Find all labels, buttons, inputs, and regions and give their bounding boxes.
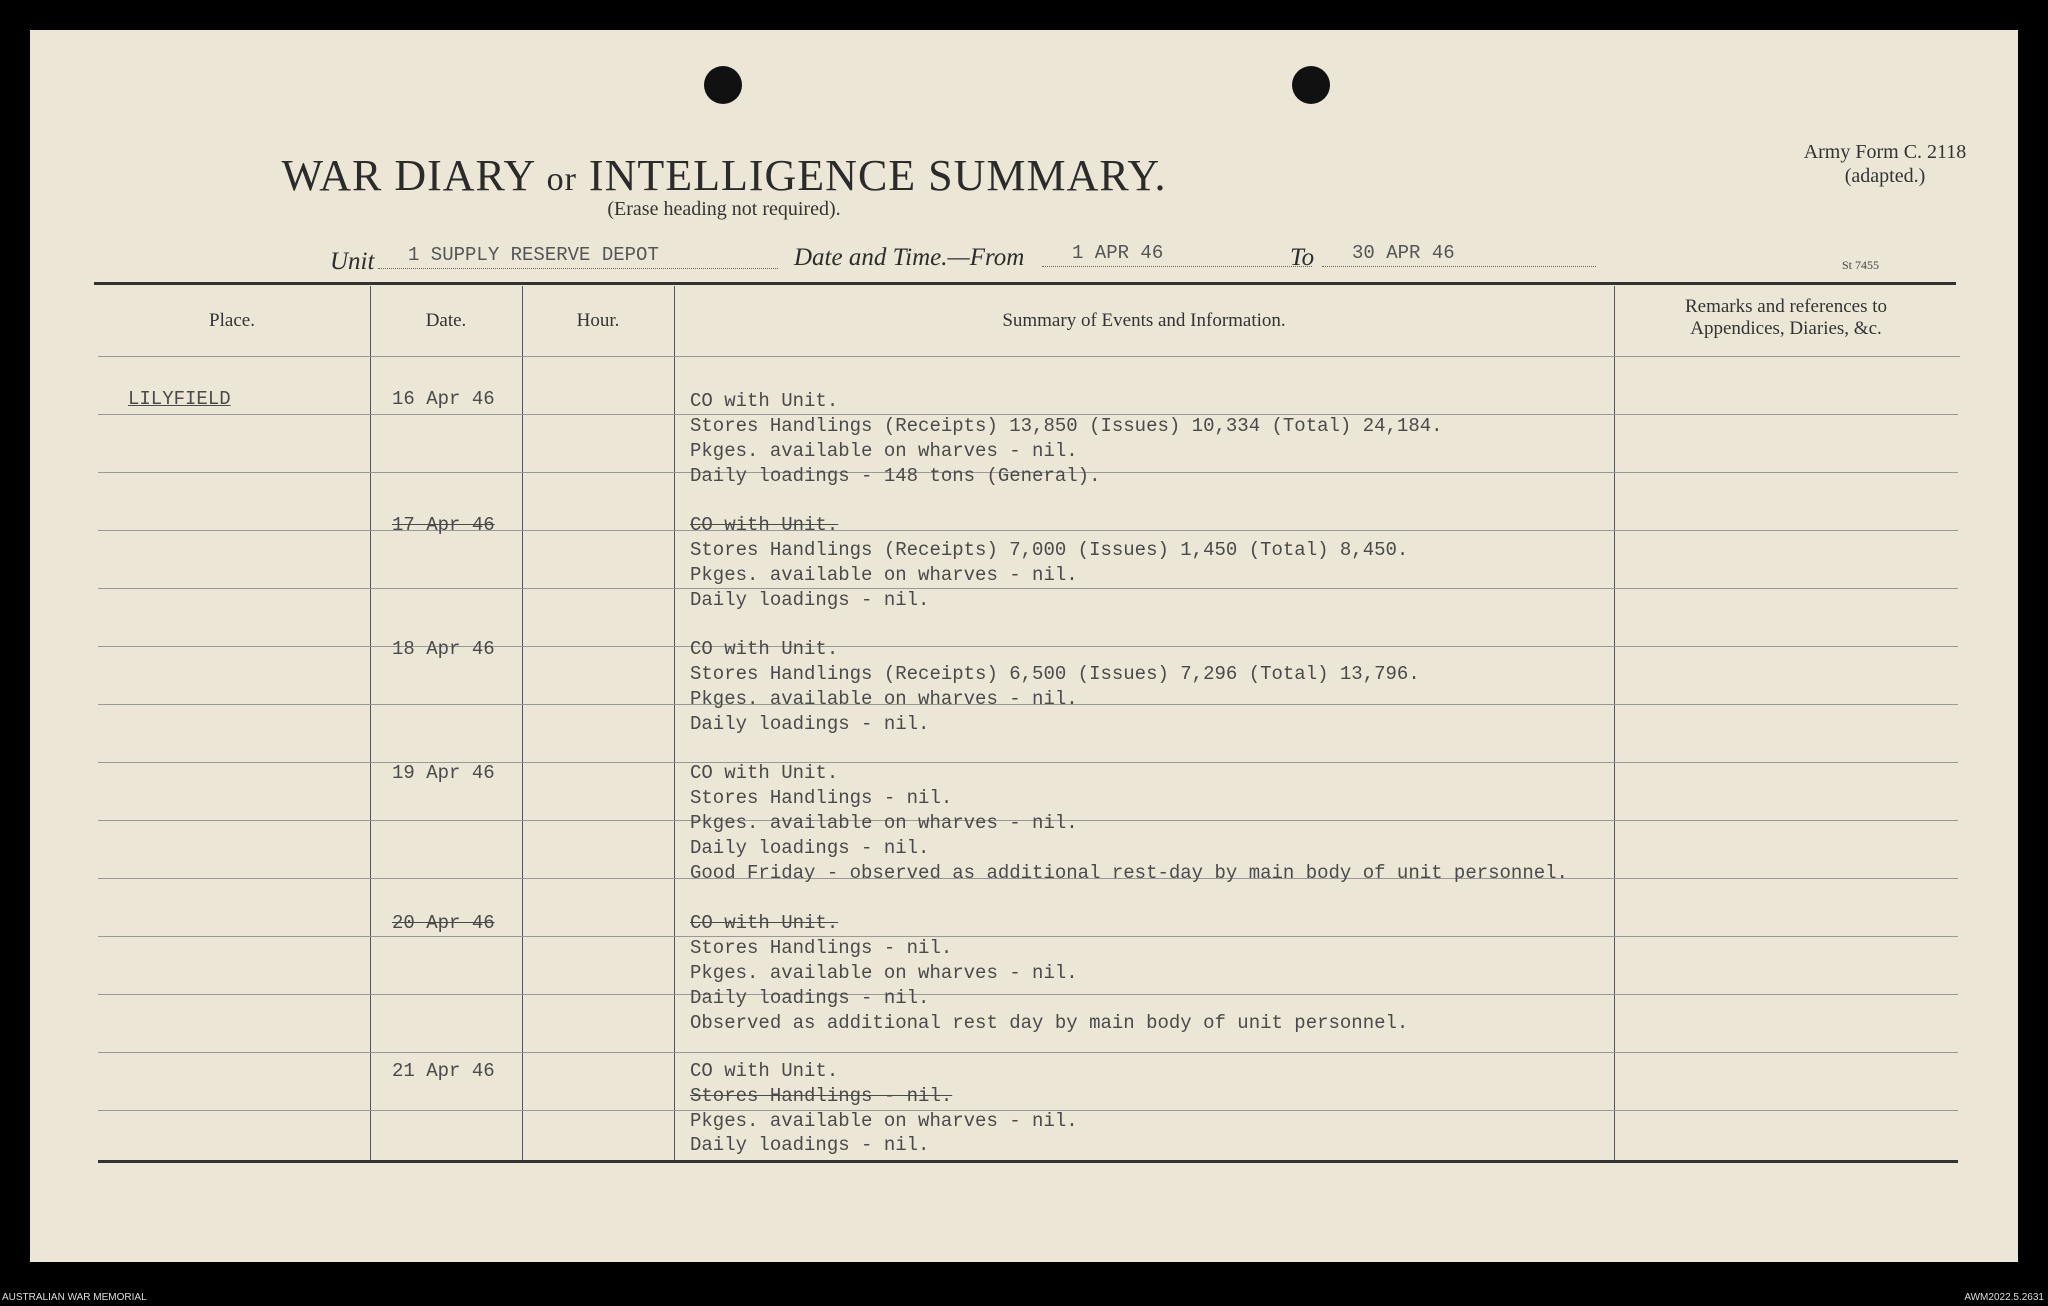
entry-line: Daily loadings - nil. — [690, 987, 930, 1009]
place-lilyfield: LILYFIELD — [128, 388, 231, 410]
entry-date: 20 Apr 46 — [392, 912, 495, 934]
ruled-line — [98, 646, 1958, 647]
entry-line: CO with Unit. — [690, 514, 839, 536]
form-ref-line1: Army Form C. 2118 — [1803, 141, 1967, 163]
from-value: 1 APR 46 — [1042, 242, 1312, 267]
entry-line: CO with Unit. — [690, 638, 839, 660]
entry-line: CO with Unit. — [690, 912, 839, 934]
entry-line: Stores Handlings - nil. — [690, 1085, 953, 1107]
col-header-hour: Hour. — [576, 310, 620, 331]
title-or: or — [546, 161, 577, 198]
column-divider — [674, 286, 675, 1160]
subtitle: (Erase heading not required). — [607, 198, 841, 220]
title-part1: WAR DIARY — [281, 151, 535, 200]
table-bottom-rule — [98, 1160, 1958, 1163]
ruled-line — [98, 530, 1958, 531]
to-value: 30 APR 46 — [1322, 242, 1596, 267]
remarks-header-line2: Appendices, Diaries, &c. — [1690, 318, 1882, 339]
remarks-header-line1: Remarks and references to — [1684, 296, 1888, 317]
entry-line: Stores Handlings (Receipts) 13,850 (Issues) 10,334 (Total) 24,184. — [690, 415, 1443, 437]
entry-line: Stores Handlings (Receipts) 7,000 (Issues) 1,450 (Total) 8,450. — [690, 539, 1409, 561]
title-part2: INTELLIGENCE SUMMARY. — [588, 151, 1167, 200]
entry-line: Stores Handlings (Receipts) 6,500 (Issues) 7,296 (Total) 13,796. — [690, 663, 1420, 685]
entry-line: Stores Handlings - nil. — [690, 937, 953, 959]
ruled-line — [98, 588, 1958, 589]
entry-date: 19 Apr 46 — [392, 762, 495, 784]
entry-line: Pkges. available on wharves - nil. — [690, 1110, 1078, 1132]
diary-page — [30, 30, 2018, 1262]
form-ref-line2: (adapted.) — [1844, 165, 1926, 187]
entry-line: Daily loadings - nil. — [690, 1134, 930, 1156]
punch-hole — [704, 66, 742, 104]
column-divider — [522, 286, 523, 1160]
entry-line: Daily loadings - nil. — [690, 589, 930, 611]
entry-date: 16 Apr 46 — [392, 388, 495, 410]
entry-line: Pkges. available on wharves - nil. — [690, 440, 1078, 462]
punch-hole — [1292, 66, 1330, 104]
unit-value: 1 SUPPLY RESERVE DEPOT — [378, 244, 778, 269]
column-divider — [370, 286, 371, 1160]
col-header-date: Date. — [425, 310, 467, 331]
entry-date: 17 Apr 46 — [392, 514, 495, 536]
unit-label: Unit — [330, 248, 375, 275]
ruled-line — [98, 994, 1958, 995]
ruled-line — [98, 936, 1958, 937]
entry-line: Daily loadings - 148 tons (General). — [690, 465, 1101, 487]
entry-line: CO with Unit. — [690, 1060, 839, 1082]
entry-line: Observed as additional rest day by main body of unit personnel. — [690, 1012, 1409, 1034]
footer-left: AUSTRALIAN WAR MEMORIAL — [2, 1292, 147, 1303]
column-divider — [1614, 286, 1615, 1160]
entry-date: 21 Apr 46 — [392, 1060, 495, 1082]
entry-date: 18 Apr 46 — [392, 638, 495, 660]
stationery-number: St 7455 — [1842, 258, 1880, 272]
entry-line: Daily loadings - nil. — [690, 713, 930, 735]
header-rule — [98, 356, 1960, 357]
entry-line: Pkges. available on wharves - nil. — [690, 564, 1078, 586]
footer-right: AWM2022.5.2631 — [1964, 1292, 2044, 1303]
col-header-remarks — [1614, 296, 1958, 340]
ruled-line — [98, 762, 1958, 763]
entry-line: Good Friday - observed as additional rest-day by main body of unit personnel. — [690, 862, 1568, 884]
col-header-summary: Summary of Events and Information. — [1002, 310, 1286, 331]
entry-line: Pkges. available on wharves - nil. — [690, 962, 1078, 984]
col-header-place: Place. — [209, 310, 255, 331]
entry-line: CO with Unit. — [690, 762, 839, 784]
entry-line: Pkges. available on wharves - nil. — [690, 688, 1078, 710]
form-reference — [1770, 140, 2000, 188]
entry-line: Stores Handlings - nil. — [690, 787, 953, 809]
table-top-rule — [94, 282, 1956, 285]
date-label: Date and Time.—From — [794, 244, 1025, 271]
to-label: To — [1290, 244, 1315, 271]
entry-line: CO with Unit. — [690, 390, 839, 412]
entry-line: Daily loadings - nil. — [690, 837, 930, 859]
ruled-line — [98, 1052, 1958, 1053]
page-title — [30, 150, 1418, 201]
entry-line: Pkges. available on wharves - nil. — [690, 812, 1078, 834]
